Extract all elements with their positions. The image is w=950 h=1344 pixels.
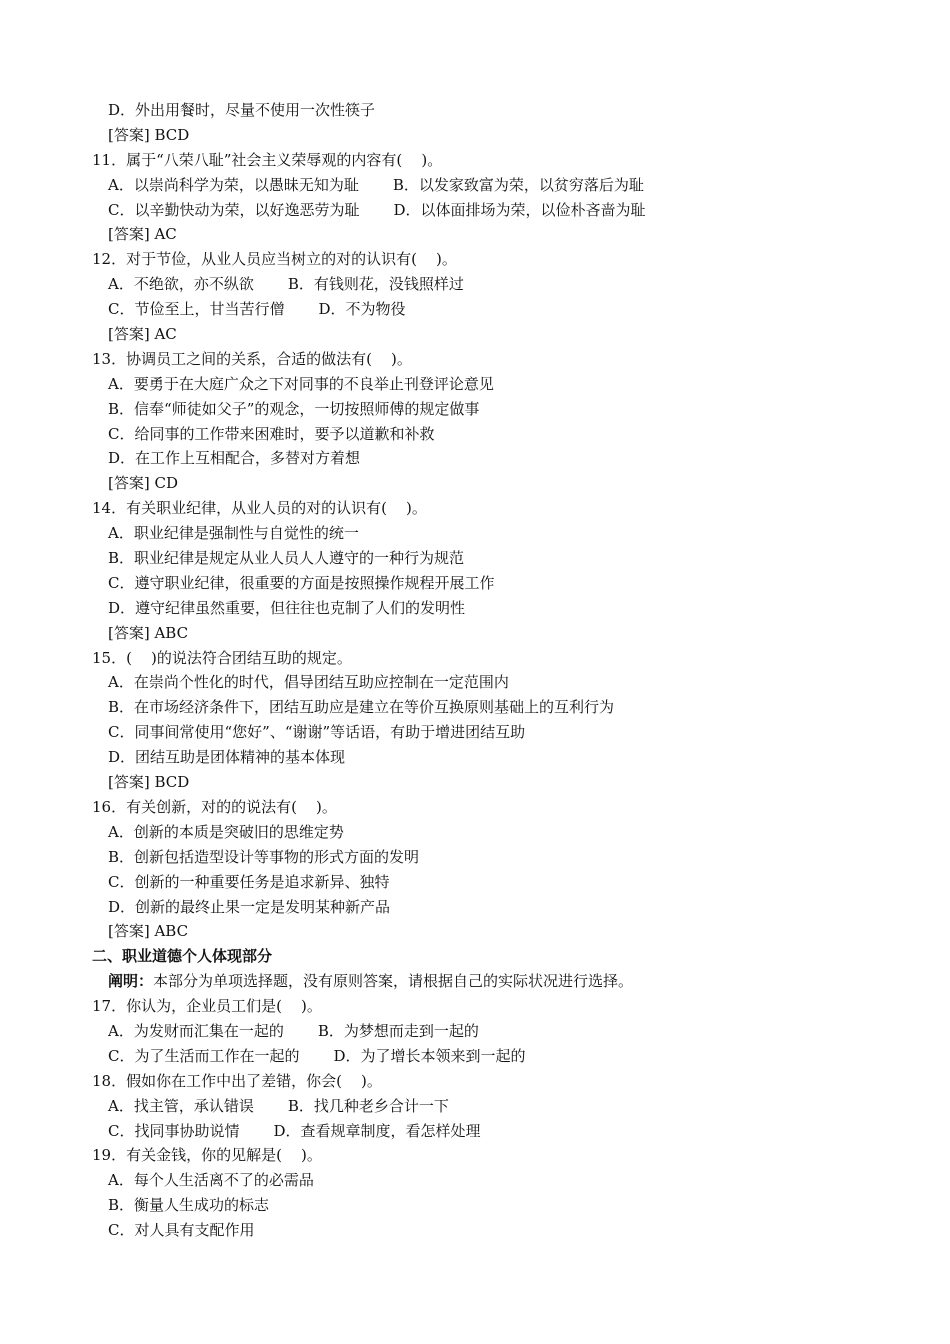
answer-line: [答案] ABC: [108, 922, 189, 941]
option-text: B．有钱则花，没钱照样过: [287, 275, 464, 294]
note-text: 本部分为单项选择题，没有原则答案，请根据自己的实际状况进行选择。: [153, 972, 634, 991]
option-pair-line: [92, 1119, 892, 1144]
option-line: A．在崇尚个性化的时代，倡导团结互助应控制在一定范围内: [108, 673, 509, 692]
section-note: [92, 969, 892, 994]
option-text: D．以体面排场为荣，以俭朴吝啬为耻: [393, 200, 646, 219]
option-text: D．不为物役: [318, 300, 406, 319]
option-line: A．职业纪律是强制性与自觉性的统一: [108, 524, 359, 543]
option-text: C．为了生活而工作在一起的: [108, 1046, 300, 1065]
question-stem: 14．有关职业纪律，从业人员的对的认识有( )。: [92, 499, 427, 518]
question-stem: 18．假如你在工作中出了差错，你会( )。: [92, 1071, 382, 1090]
question-stem: 11．属于“八荣八耻”社会主义荣辱观的内容有( )。: [92, 150, 443, 169]
option-text: D．为了增长本领来到一起的: [333, 1046, 526, 1065]
option-text: C．找同事协助说情: [108, 1121, 240, 1140]
option-pair-line: [92, 1019, 892, 1044]
section-heading: 二、职业道德个人体现部分: [92, 947, 273, 966]
option-text: A．为发财而汇集在一起的: [108, 1021, 284, 1040]
option-line: C．遵守职业纪律，很重要的方面是按照操作规程开展工作: [108, 573, 495, 592]
option-pair-line: [92, 173, 892, 198]
option-line: C．创新的一种重要任务是追求新异、独特: [108, 872, 390, 891]
option-text: D．查看规章制度，看怎样处理: [273, 1121, 481, 1140]
option-line: D．外出用餐时，尽量不使用一次性筷子: [108, 101, 376, 119]
option-line: C．同事间常使用“您好”、“谢谢”等话语，有助于增进团结互助: [108, 723, 526, 742]
question-stem: 16．有关创新，对的的说法有( )。: [92, 797, 337, 816]
option-text: A．找主管，承认错误: [108, 1096, 254, 1115]
option-pair-line: [92, 297, 892, 322]
option-pair-line: [92, 198, 892, 223]
option-line: B．衡量人生成功的标志: [108, 1196, 270, 1215]
option-line: D．在工作上互相配合，多替对方着想: [108, 449, 361, 468]
option-line: B．职业纪律是规定从业人员人人遵守的一种行为规范: [108, 549, 465, 568]
question-stem: 15．( )的说法符合团结互助的规定。: [92, 648, 352, 667]
option-text: B．找几种老乡合计一下: [287, 1096, 449, 1115]
answer-line: [答案] CD: [108, 474, 178, 493]
option-line: B．在市场经济条件下，团结互助应是建立在等价互换原则基础上的互利行为: [108, 698, 615, 717]
answer-line: [答案] AC: [108, 225, 177, 244]
question-list: [92, 98, 892, 1243]
option-line: A．每个人生活离不了的必需品: [108, 1171, 314, 1190]
question-stem: 19．有关金钱，你的见解是( )。: [92, 1146, 322, 1165]
option-line: B．创新包括造型设计等事物的形式方面的发明: [108, 847, 420, 866]
answer-line: [答案] AC: [108, 325, 177, 344]
option-line: C．给同事的工作带来困难时，要予以道歉和补救: [108, 424, 435, 443]
option-text: C．节俭至上，甘当苦行僧: [108, 300, 285, 319]
option-text: A．以崇尚科学为荣，以愚昧无知为耻: [108, 175, 359, 194]
option-text: B．为梦想而走到一起的: [317, 1021, 479, 1040]
option-line: B．信奉“师徒如父子”的观念，一切按照师傅的规定做事: [108, 399, 480, 418]
note-label: 阐明：: [108, 972, 154, 991]
option-pair-line: [92, 1094, 892, 1119]
option-line: D．团结互助是团体精神的基本体现: [108, 748, 346, 767]
answer-line: [答案] BCD: [108, 773, 190, 792]
option-text: B．以发家致富为荣，以贫穷落后为耻: [392, 175, 644, 194]
question-stem: 12．对于节俭，从业人员应当树立的对的认识有( )。: [92, 250, 457, 269]
option-pair-line: [92, 1044, 892, 1069]
question-stem: 13．协调员工之间的关系，合适的做法有( )。: [92, 349, 412, 368]
answer-line: [答案] ABC: [108, 623, 189, 642]
option-pair-line: [92, 272, 892, 297]
option-text: C．以辛勤快动为荣，以好逸恶劳为耻: [108, 200, 360, 219]
question-stem: 17．你认为，企业员工们是( )。: [92, 997, 322, 1016]
option-line: A．创新的本质是突破旧的思维定势: [108, 822, 344, 841]
option-line: D．遵守纪律虽然重要，但往往也克制了人们的发明性: [108, 598, 466, 617]
answer-line: [答案] BCD: [108, 125, 190, 144]
option-text: A．不绝欲，亦不纵欲: [108, 275, 254, 294]
option-line: A．要勇于在大庭广众之下对同事的不良举止刊登评论意见: [108, 374, 494, 393]
option-line: D．创新的最终止果一定是发明某种新产品: [108, 897, 391, 916]
option-line: C．对人具有支配作用: [108, 1221, 255, 1240]
